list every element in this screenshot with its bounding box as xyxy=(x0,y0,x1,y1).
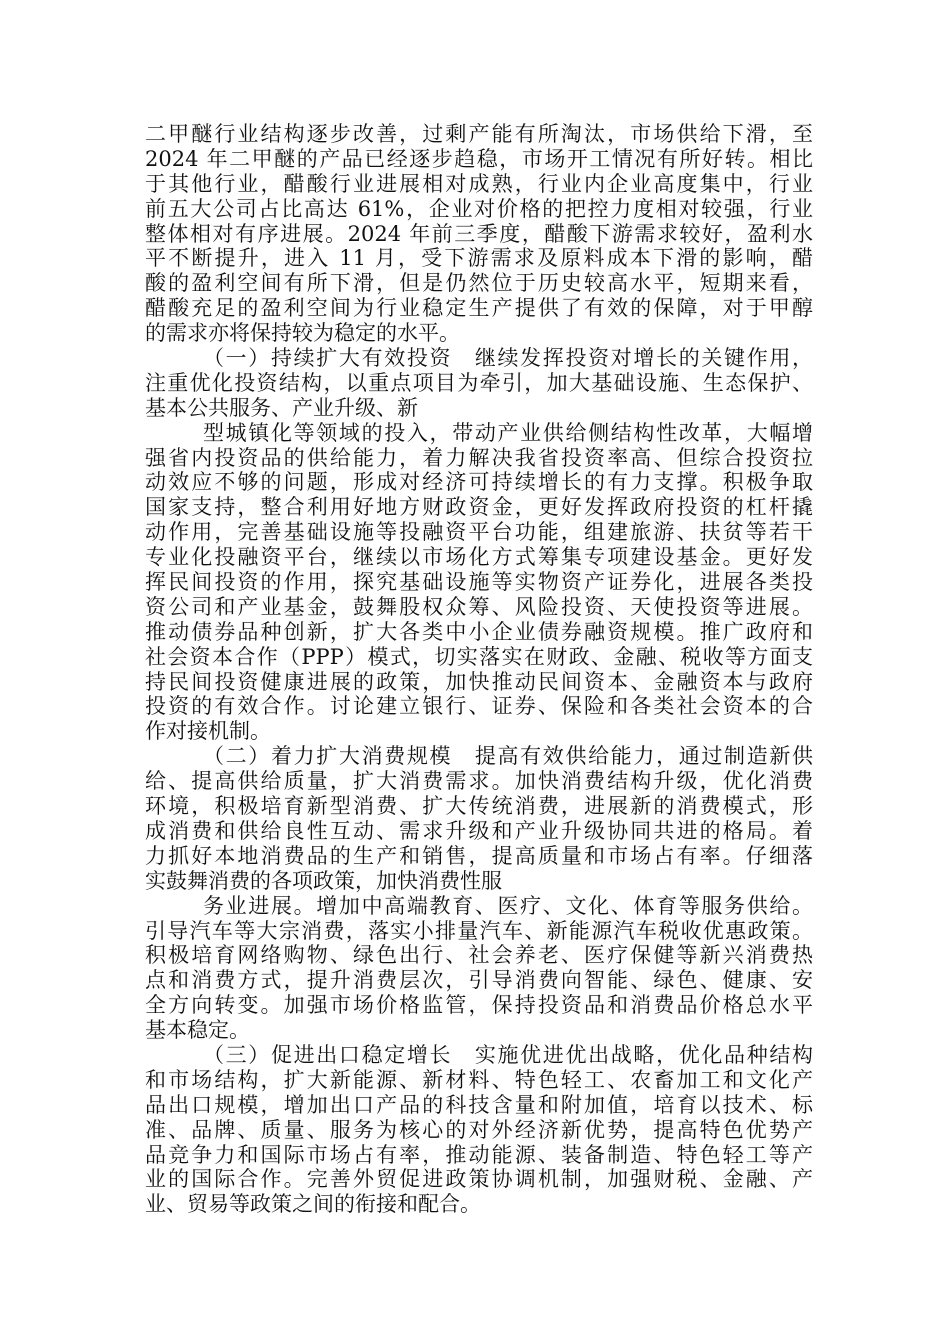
text-line: 业、贸易等政策之间的衔接和配合。 xyxy=(145,1192,481,1217)
document-page xyxy=(145,122,813,1217)
text-line: 准、品牌、质量、服务为核心的对外经济新优势，提高特色优势产 xyxy=(145,1117,813,1142)
text-line: 专业化投融资平台，继续以市场化方式筹集专项建设基金。更好发 xyxy=(145,545,813,570)
text-line: 资公司和产业基金，鼓舞股权众筹、风险投资、天使投资等进展。 xyxy=(145,594,813,619)
text-line: 于其他行业，醋酸行业进展相对成熟，行业内企业高度集中，行业 xyxy=(145,171,813,196)
text-line: 基本公共服务、产业升级、新 xyxy=(145,395,418,420)
text-line: 点和消费方式，提升消费层次，引导消费向智能、绿色、健康、安 xyxy=(145,968,813,993)
text-line: 注重优化投资结构，以重点项目为牵引，加大基础设施、生态保护、 xyxy=(145,370,813,395)
text-line: 品出口规模，增加出口产品的科技含量和附加值，培育以技术、标 xyxy=(145,1092,813,1117)
text-line: 环境，积极培育新型消费、扩大传统消费，进展新的消费模式，形 xyxy=(145,794,813,819)
text-line: 整体相对有序进展。2024 年前三季度，醋酸下游需求较好，盈利水 xyxy=(145,221,813,246)
text-line: （二）着力扩大消费规模 提高有效供给能力，通过制造新供 xyxy=(203,744,813,769)
text-line: 持民间投资健康进展的政策，加快推动民间资本、金融资本与政府 xyxy=(145,669,813,694)
text-line: 的需求亦将保持较为稳定的水平。 xyxy=(145,321,460,346)
text-line: 引导汽车等大宗消费，落实小排量汽车、新能源汽车税收优惠政策。 xyxy=(145,918,813,943)
text-line: 基本稳定。 xyxy=(145,1018,250,1043)
text-line: 投资的有效合作。讨论建立银行、证券、保险和各类社会资本的合 xyxy=(145,694,813,719)
text-line: 2024 年二甲醚的产品已经逐步趋稳，市场开工情况有所好转。相比 xyxy=(145,146,813,171)
text-line: 前五大公司占比高达 61%，企业对价格的把控力度相对较强，行业 xyxy=(145,196,813,221)
text-line: 作对接机制。 xyxy=(145,719,271,744)
text-line: 给、提高供给质量，扩大消费需求。加快消费结构升级，优化消费 xyxy=(145,769,813,794)
text-line: 平不断提升，进入 11 月，受下游需求及原料成本下滑的影响，醋 xyxy=(145,246,813,271)
text-line: 酸的盈利空间有所下滑，但是仍然位于历史较高水平，短期来看， xyxy=(145,271,813,296)
text-line: 社会资本合作（PPP）模式，切实落实在财政、金融、税收等方面支 xyxy=(145,644,813,669)
text-line: 挥民间投资的作用，探究基础设施等实物资产证券化，进展各类投 xyxy=(145,570,813,595)
text-line: 国家支持，整合利用好地方财政资金，更好发挥政府投资的杠杆撬 xyxy=(145,495,813,520)
text-line: 和市场结构，扩大新能源、新材料、特色轻工、农畜加工和文化产 xyxy=(145,1067,813,1092)
text-line: 成消费和供给良性互动、需求升级和产业升级协同共进的格局。着 xyxy=(145,818,813,843)
text-line: 动效应不够的问题，形成对经济可持续增长的有力支撑。积极争取 xyxy=(145,470,813,495)
text-line: 醋酸充足的盈利空间为行业稳定生产提供了有效的保障，对于甲醇 xyxy=(145,296,813,321)
text-line: 品竞争力和国际市场占有率，推动能源、装备制造、特色轻工等产 xyxy=(145,1142,813,1167)
text-line: （一）持续扩大有效投资 继续发挥投资对增长的关键作用， xyxy=(203,346,813,371)
text-line: 推动债券品种创新，扩大各类中小企业债券融资规模。推广政府和 xyxy=(145,619,813,644)
text-line: 业的国际合作。完善外贸促进政策协调机制，加强财税、金融、产 xyxy=(145,1167,813,1192)
text-line: 务业进展。增加中高端教育、医疗、文化、体育等服务供给。 xyxy=(203,893,813,918)
text-line: 型城镇化等领域的投入，带动产业供给侧结构性改革，大幅增 xyxy=(203,420,813,445)
text-line: 力抓好本地消费品的生产和销售，提高质量和市场占有率。仔细落 xyxy=(145,843,813,868)
text-line: 积极培育网络购物、绿色出行、社会养老、医疗保健等新兴消费热 xyxy=(145,943,813,968)
text-line: （三）促进出口稳定增长 实施优进优出战略，优化品种结构 xyxy=(203,1042,813,1067)
text-line: 实鼓舞消费的各项政策，加快消费性服 xyxy=(145,868,502,893)
text-line: 强省内投资品的供给能力，着力解决我省投资率高、但综合投资拉 xyxy=(145,445,813,470)
text-line: 二甲醚行业结构逐步改善，过剩产能有所淘汰，市场供给下滑，至 xyxy=(145,122,813,146)
text-line: 全方向转变。加强市场价格监管，保持投资品和消费品价格总水平 xyxy=(145,993,813,1018)
text-line: 动作用，完善基础设施等投融资平台功能，组建旅游、扶贫等若干 xyxy=(145,520,813,545)
